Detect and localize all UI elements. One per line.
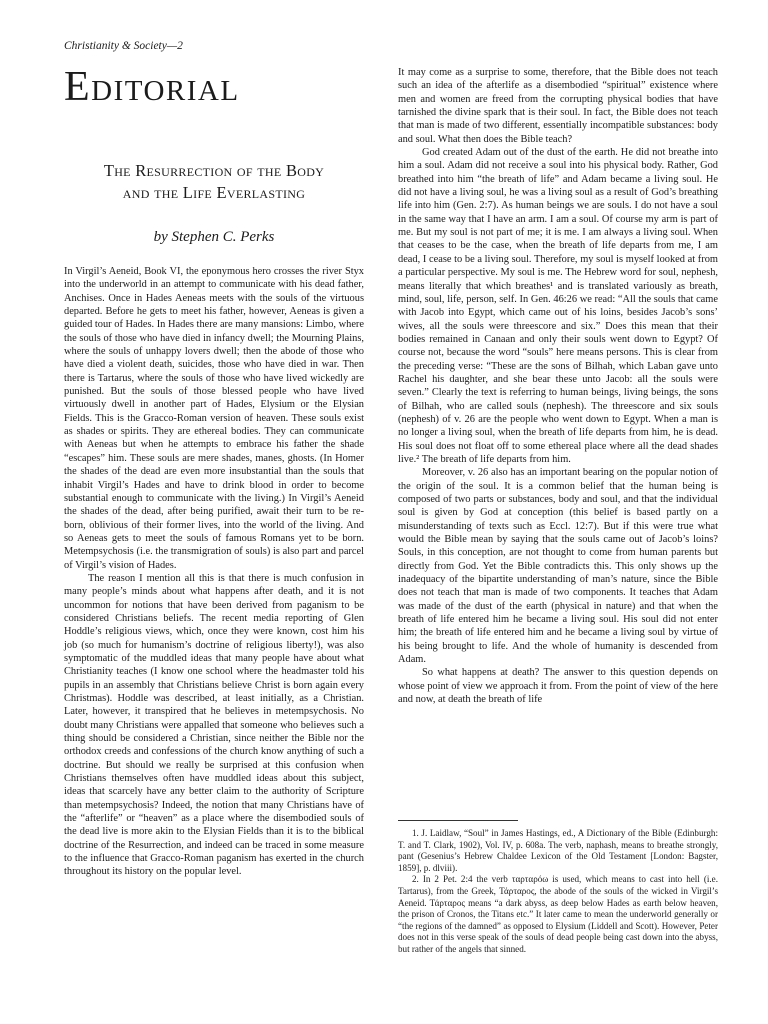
byline: by Stephen C. Perks [153,229,275,245]
article-title-line-2: and the Life Everlasting [122,183,306,202]
footnotes [398,828,718,956]
article-title-line-1: The Resurrection of the Body [103,161,325,180]
running-head: Christianity & Society—2 [64,40,183,52]
paragraph: In Virgil’s Aeneid, Book VI, the eponymous hero crosses the river Styx into the underworld in an attempt to communicate with his dead father, Anchises. Once in Hades Aeneas meets with the souls of the virtuous departed. Before he gets to meet his father, however, Aeneas is given a guided tour of Hades. In Hades there are many mansions: Limbo, where the souls of those who have died in infancy dwell; the Mourning Plains, where the souls of unhappy lovers dwell; then the abode of those who have died a violent death, suicides, those who have died in war. Then there is Tartarus, where the souls of those who have lived wickedly are punished. But the souls of those blessed people who have lived virtuously dwell in another part of Hades, Elysium or the Elysian Fields. This is the Gracco-Roman version of heaven. These souls exist as shades or spirits. They are ethereal bodies. They can communicate with Aeneas but when he attempts to embrace his father the shade “escapes” him. These souls are mere shades, manes, ghosts. (In Homer the shades of the dead are even more insubstantial than the souls that inhabit Virgil’s Hades and have to drink blood in order to become substantial enough to communicate with the living.) In Virgil’s Aeneid the shades of the dead, after being purified, await their turn to be re-born, oblivious of their former lives, into the world of the living. And so Aeneas gets to meet the souls of famous Romans yet to be born. Metempsychosis (i.e. the transmigration of souls) is also part and parcel of Virgil’s vision of Hades. [64,266,364,571]
footnote: 2. In 2 Pet. 2:4 the verb ταρταρόω is used, which means to cast into hell (i.e. Tartarus), from the Greek, Τάρταρος, the abode of the souls of the wicked in Virgil’s Aeneid. Τάρταρος means “a dark abyss, as deep below Hades as earth below heaven, the prison of Cronos, the Titans etc.” It later came to mean the underworld generally or “the regions of the damned” as opposed to Elysium (Liddell and Scott). However, Peter does not in this verse speak of the souls of dead people being cast down into the abyss, but rather of the angels that sinned. [398,874,718,954]
paragraph: Moreover, v. 26 also has an important bearing on the popular notion of the origin of the soul. It is a common belief that the human being is composed of two parts or substances, body and soul, and that the individual soul is given by God at conception (this belief is based partly on a misunderstanding of texts such as Eccl. 12:7). But if this were true what would the Bible mean by saying that the souls came out of Jacob’s loins? Souls, in this conception, are not thought to come from human parents but directly from God. Yet the Bible contradicts this. This only shows up the inadequacy of the bipartite understanding of man’s nature, since the Bible does not teach that man is made of two components. It teaches that Adam was made of the dust of the earth (physical in nature) and that when the breath of life entered him he became a living soul. His soul did not enter him; the breath of life entered him and he became a living soul by virtue of his being brought to life. And the whole of humanity is descended from Adam. [398,467,718,666]
footnote: 1. J. Laidlaw, “Soul” in James Hastings, ed., A Dictionary of the Bible (Edinburgh: T. and T. Clark, 1902), Vol. IV, p. 608a. The verb, naphash, means to breathe strongly, pant (Gesenius’s Hebrew Chaldee Lexicon of the Old Testament [London: Bagster, 1859], p. dlviii). [398,828,718,873]
left-column [64,265,364,879]
paragraph: God created Adam out of the dust of the earth. He did not breathe into him a soul. Adam did not receive a soul into his physical body. Rather, God breathed into him “the breath of life” and Adam became a living soul. He did not have a living soul, he was a living soul as a result of God’s breathing life into him (Gen. 2:7). As human beings we are souls. I do not have a soul in the same way that I have an arm. I am a soul. Of course my arm is part of me. But my soul is not part of me; it is me. I am always a living soul. When that ceases to be the case, when the breath of life departs from me, I am dead, I cease to be a living soul. Therefore, my soul is myself looked at from a particular perspective. My soul is me. The Hebrew word for soul, nephesh, means literally that which breathes¹ and is translated variously as breath, mind, soul, life, person, self. In Gen. 46:26 we read: “All the souls that came with Jacob into Egypt, which came out of his loins, besides Jacob’s sons’ wives, all the souls were threescore and six.” Does this mean that their bodies remained in Canaan and only their souls went down to Egypt? Of course not, because the word “souls” here means persons. This is clear from the preceding verse: “These are the sons of Bilhah, which Laban gave unto Rachel his daughter, and she bear these unto Jacob: all the souls were seven.” Clearly the text is referring to human beings, living beings, the sons of Bilhah, who are called souls (nephesh). The threescore and six souls (nephesh) of v. 26 are the people who went down to Egypt. When a man is no longer a living soul, when the breath of life departs from him, he is dead. His soul does not float off to some ethereal place where all the dead shades live.² The breath of life departs from him. [398,147,718,465]
paragraph: So what happens at death? The answer to this question depends on whose point of view we approach it from. From the point of view of the here and now, at death the breath of life [398,667,718,706]
paragraph: It may come as a surprise to some, therefore, that the Bible does not teach such an idea of the afterlife as a disembodied “spiritual” existence where men and women are freed from the corrupting physical bodies that have tarnished the divine spark that is their soul. In fact, the Bible does not teach that man is made of two different, essentially incompatible substances: body and soul. What then does the Bible teach? [398,67,718,145]
masthead-title: Editorial [64,64,240,110]
article-title [64,160,364,204]
paragraph: The reason I mention all this is that there is much confusion in many people’s minds about what happens after death, and it is not uncommon for notions that have been derived from paganism to be considered Christians beliefs. The recent media reporting of Glen Hoddle’s religious views, which, once they were known, cost him his job (so much for humanism’s doctrine of religious liberty!), was also symptomatic of the muddled ideas that many people have about what Christianity teaches (I know one school where the headmaster told his pupils in an assembly that Christians believe Christ is born again every Christmas). Hoddle was described, at least initially, as a Christian. Later, however, it transpired that he believes in metempsychosis. No doubt many Christians were appalled that someone who believes such a thing should be considered a Christian, since neither the Bible nor the orthodox creeds and confessions of the church know anything of such a doctrine. But should we really be surprised at this confusion when Christians themselves often have muddled ideas about this subject, ideas that scarcely have any better claim to the authority of Scripture than metempsychosis? Indeed, the notion that many Christians have of the “afterlife” or “heaven” as a place where the disembodied souls of the dead live is more akin to the Elysian Fields than it is to the biblical doctrine of the Resurrection, and indeed can be traced in some measure to the influence that Gracco-Roman paganism has exerted in the church throughout its history on the popular level. [64,572,364,878]
right-column [398,66,718,707]
footnote-divider [398,820,518,821]
